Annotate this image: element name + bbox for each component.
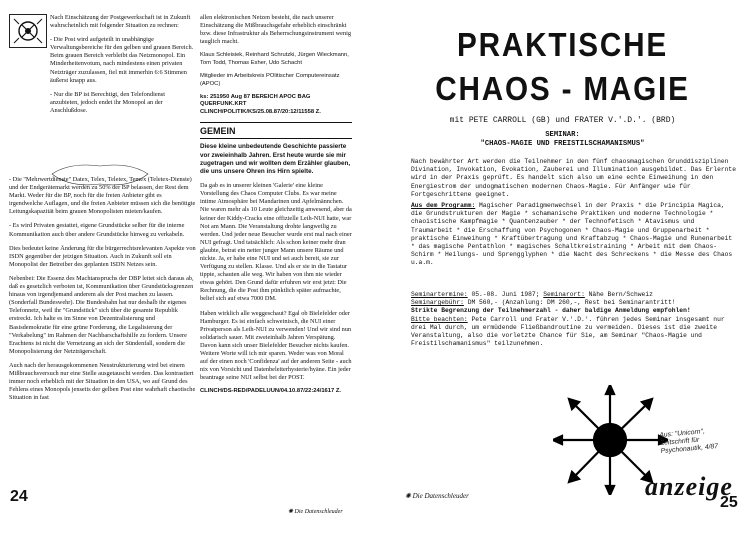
left-column-1-lower — [9, 176, 197, 408]
fee: DM 560,- (Anzahlung: DM 260,-, Rest bei Seminarantritt! — [467, 299, 676, 307]
program-paragraph — [411, 202, 739, 268]
reference-line: CLINCH/POLITIK/KS/25.08.87/20:12/11558 Z. — [200, 108, 321, 115]
fee-label: Seminargebühr: — [411, 299, 464, 307]
seminar-details — [411, 291, 739, 348]
left-column-1 — [50, 14, 195, 121]
paragraph: Dies bedeutet keine Änderung für die bürgerrechtsrelevanten Aspekte von ISDN gegenüber der jetzigen Situation. Auch in Zukunft soll ein Monopolist der Betreiber des geplanten ISDN Netzes sein. — [9, 244, 196, 268]
author-credits: Klaus Schleisiek, Reinhard Schrutzki, Jürgen Wieckmann, Tom Todd, Thomas Esher, Udo Schacht — [200, 52, 349, 66]
intro-paragraph: Nach bewährter Art werden die Teilnehmer in den fünf chaosmagischen Grunddisziplinen Divination, Invokation, Evokation, Zauberei und Illumination ausgebildet. Das Erlernte wird in der Praxis geprüft. Es handelt sich also um eine echte Einweihung in den Energiestrom der undogmatischen modernen Chaos-Magie. Für Anfänger wie für Fortgeschrittene geeignet. — [411, 158, 736, 198]
participant-limit: Strikte Begrenzung der Teilnehmerzahl - daher baldige Anmeldung empfohlen! — [411, 307, 691, 315]
program-label: Aus dem Programm: — [411, 202, 476, 209]
datenschleuder-icon: ✺ — [288, 509, 294, 515]
paragraph: Nebenbei: Die Essenz des Machtanspruchs der DBP leitet sich daraus ab, daß es gesetzlich verboten ist, Kommunikation über Grundstücksgrenzen hinaus von irgendjemand anderem als der Post machen zu lassen. (Sonderfall Bundeswehr). Die Bundesbahn hat nur deshalb ihr eigenes Telefonnetz, weil ihr "Grundstück" sich über die gesamte Republik erstreckt. Ich halte es im Sinne von Dezentralisierung und Basisdemokratie für eine grüne Forderung, die Legalisierung der "Verkabelung" im Rahmen der Nachbarschaftshilfe zu fordern. Unsere Erachtens ist nicht die Vernetzung an sich der Sündenfall, sondern die Monopolisierung der Netzträgerschaft. — [9, 274, 194, 355]
datenschleuder-logo: ✺ Die Datenschleuder — [288, 509, 343, 515]
reference-line: ks: 251950 Aug 87 BEREICH APOC BAG QUERFUNK.KRT — [200, 94, 311, 108]
place: Nähe Bern/Schweiz — [588, 291, 653, 298]
headline-line-1: PRAKTISCHE — [456, 26, 669, 63]
dates: 05.-08. Juni 1987; — [471, 291, 540, 298]
handwritten-source-note: Aus: "Unicorn", Zeitschrift für Psychonautik, 4/87 — [659, 428, 719, 456]
left-column-2 — [200, 14, 352, 402]
right-page — [375, 0, 750, 535]
datenschleuder-icon: ✺ — [405, 492, 411, 500]
page-number: 24 — [10, 488, 28, 505]
page-number: 25 — [720, 494, 738, 511]
chaos-computer-club-logo — [9, 14, 47, 48]
advertisement-label: anzeige — [645, 472, 733, 501]
paragraph: - Die "Mehrwertdienste" Datex, Telex, Teletex, Temex (Teletex-Dienste) und der Endgerätemarkt werden zu 50% der BP belassen, der Rest dem Markt. Weder für die BP, noch für die freien Anbieter gibt es irgendwelche Auflagen, und die freien Anbieter müssen sich die benötigte Leitungskapazität beim grauen Monopolisten mieten/kaufen. — [9, 176, 196, 216]
byline: mit PETE CARROLL (GB) und FRATER V.'.D.'. (BRD) — [449, 116, 676, 125]
note-label: Bitte beachten: — [411, 315, 468, 323]
program-text: Magischer Paradigmenwechsel in der Praxis * die Principia Magica, die Grundstrukturen der Magie * schamanische Praktiken und moderne Technologie * chaoistische Kampfmagie * Quantenzauber * der Technofetisch * Atavismus und Traumarbeit * die Erschaffung von Psychogonen * Chaos-Magie und Gruppenarbeit * praktische Einweihung * Kraftübertragung und Kraftabzug * Chaos-Magie und Runenarbeit * das magische Pentathlon * magisches Schaltkreistraining * Arbeit mit dem Chaos-Schirm * Heilungs- und Sprengglyphen * die Nacht des Schreckens * die Messe des Chaos u.a.m. — [411, 202, 733, 267]
dates-label: Seminartermine: — [411, 291, 468, 298]
paragraph: Da gab es in unserer kleinen 'Galerie' eine kleine Vorstellung des Chaos Computer Clubs. Es war meine intime Atmosphäre bei Mandarinen und Apfelmännchen. Nie waren mehr als 10 Leute gleichzeitig anwesend, aber da keiner der Kiddy-Cracks eine offizielle Leih-NUI hatte, war Not am Mann. Die Veranstaltung drohte langweilig zu werden. Und jeder neue Besucher wurde erst mal nach einer NUI gefragt. Und tatsächlich: Als schon keiner mehr dran glaubte, betrat ein netter junger Mann unsere Räume und nickte. Ja, er habe eine NUI und sei auch bereit, sie zur Verfügung zu stellen. Klasse. Und als er sie in die Tastatur tippte, schauten alle weg. Wir haben von ihm nie wieder etwas gehört. Den Grund dafür erfuhren wir erst jetzt: Die Rechnung, die die Post ihm pünktlich später aufmachte, belief sich auf etwa 7000 DM. — [200, 182, 352, 303]
membership-note: Mitglieder im Arbeitskreis POlitischer Computereinsatz (APOC) — [200, 73, 340, 87]
paragraph: - Die Post wird aufgeteilt in unabhängige Verwaltungsbereiche für den gelben und grauen Bereich. Beim grauen Bereich verbleibt das Netzmonopol. Ein Minderheitenvotum, nach mindestens einen privaten Netzträger zuzulassen, fiel mit immerhin 6:6 Stimmen äußerst knapp aus. — [50, 36, 194, 84]
divider — [200, 122, 352, 123]
note-text: Pete Carroll und Frater V.'.D.'. führen jedes Seminar insgesamt nur drei Mal durch, um ermüdende Fließbandroutine zu vermeiden. Dieses ist die zweite Veranstaltung, also die vorletzte Chance für Sie, am Seminar "Chaos-Magie und Freistilschamanismus" teilzunehmen. — [411, 315, 725, 348]
paragraph: Auch nach der herausgekommenen Neustrukturierung wird bei einem Mißbrauchsversuch nur eine Stelle ausgetauscht werden. Das kontrastiert immer noch erheblich mit der Situation in den USA, wo auf Grund des Fehlens eines Monopols jenseits der gelben Post eine wahrhaft chaotische Situation in fast — [9, 361, 196, 402]
section-title: GEMEIN — [200, 126, 236, 137]
place-label: Seminarort: — [543, 291, 585, 298]
paragraph: Nach Einschätzung der Postgewerkschaft ist in Zukunft wahrscheinlich mit folgender Situation zu rechnen: — [50, 14, 191, 30]
seminar-title: "CHAOS-MAGIE UND FREISTILSCHAMANISMUS" — [480, 140, 645, 148]
divider — [200, 138, 352, 139]
paragraph: - Es wird Privaten gestattet, eigene Grundstücke selber für die interne Kommunikation auch über andere Grundstücke hinweg zu verkabeln. — [9, 222, 185, 238]
paragraph: - Nur die BP ist Berechtigt, den Telefondienst anzubieten, jedoch endet ihr Monopol an der Anschlußdose. — [50, 90, 165, 114]
seminar-label: SEMINAR: — [545, 131, 580, 139]
datenschleuder-logo: ✺ Die Datenschleuder — [405, 492, 469, 500]
paragraph: allen elektronischen Netzen besteht, die nach unserer Einschätzung die Mißbrauchsgefahr erheblich einschränkt bzw. diese Infrastruktur als Beherrschungsinstrument wenig tauglich macht. — [200, 14, 352, 46]
headline-line-2: CHAOS - MAGIE — [435, 70, 690, 107]
paragraph: Haben wirklich alle weggeschaut? Egal ob Bielefelder oder Hamburger. Es ist einfach schweinisch, die NUI einer Privatperson als Leih-NUI zu verwenden! Und wir sind nun solidarisch sauer. Mit zweieinhalb Jahren Verspätung. Davon kann sich unser Bielefelder Besucher nichts kaufen. Weitere Worte will ich mir sparen. Weder was von Moral auf der einen noch 'Confidenza' auf der anderen Seite - auch nix von Vorsicht und Datenbeleiterhysterie/hyäne. Ein jeder beantrage seine NUI selbst bei der POST. — [200, 309, 352, 382]
reference-line: CLINCH/DS-RED/PADELUUN/04.10.87/22:24/1617 Z. — [200, 388, 341, 395]
lead-paragraph: Diese kleine unbedeutende Geschichte passierte vor zweieinhalb Jahren. Erst heute wurde sie mir zugetragen und wir wollten dem Erzähler glauben, die uns unsere Ohren ins Hirn spielte. — [200, 143, 351, 175]
